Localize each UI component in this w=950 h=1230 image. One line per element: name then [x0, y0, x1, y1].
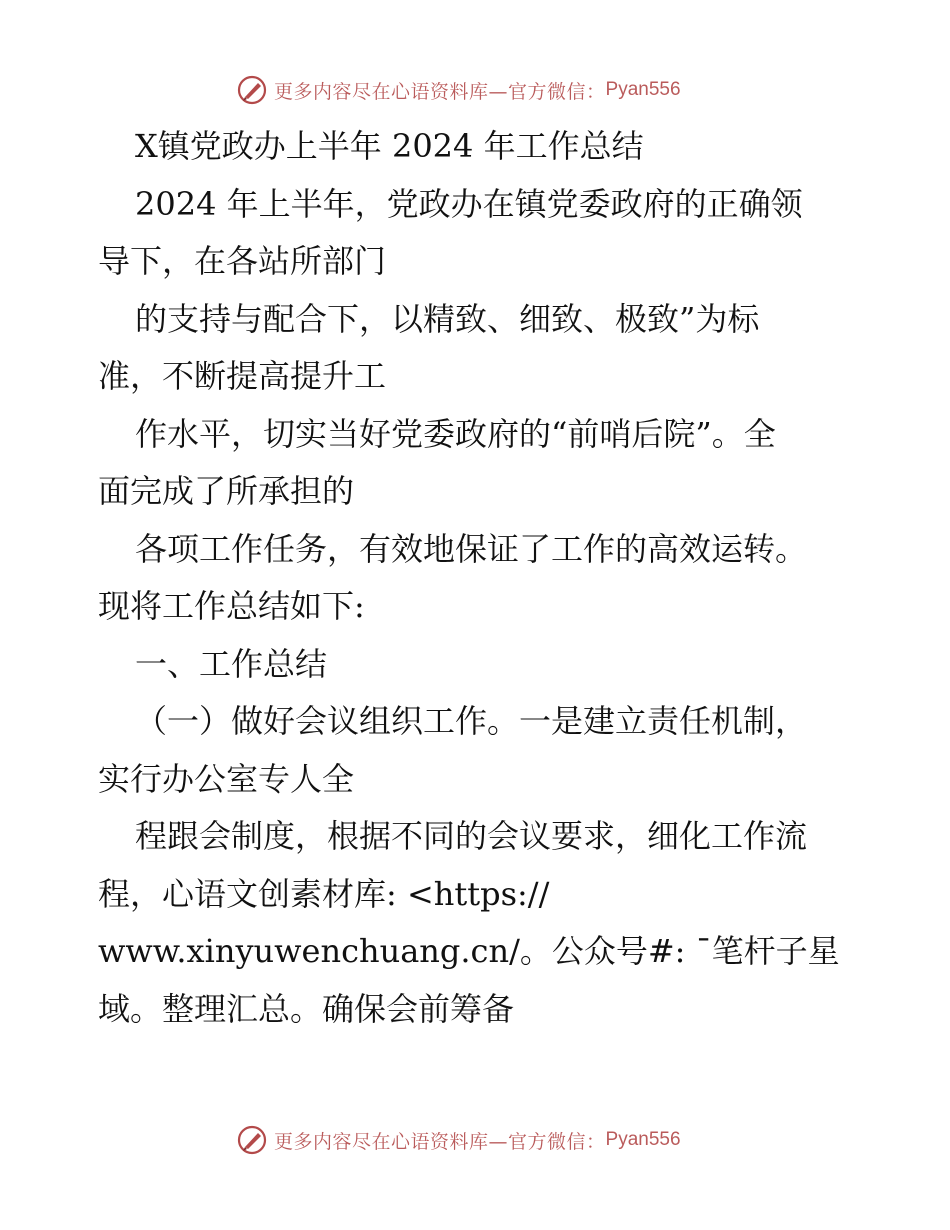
text-line: 域。整理汇总。确保会前筹备: [98, 989, 515, 1028]
text-line: 面完成了所承担的: [98, 472, 355, 510]
banner-handle: Pyan556: [605, 79, 681, 100]
text-line: 作水平，切实当好党委政府的“前哨后院”。全: [135, 414, 776, 453]
pen-logo-icon: [236, 74, 268, 106]
text-line: 程，心语文创素材库: <https://: [98, 874, 550, 913]
text-line: 程跟会制度，根据不同的会议要求，细化工作流: [135, 817, 808, 855]
banner-handle: Pyan556: [605, 1129, 681, 1150]
footer-watermark-banner: [236, 1122, 681, 1158]
banner-text: 更多内容尽在心语资料库—官方微信：: [274, 80, 606, 103]
pen-logo-icon: [236, 1124, 268, 1156]
text-line: 准，不断提高提升工: [98, 357, 387, 395]
text-line: 的支持与配合下，以精致、细致、极致”为标: [135, 299, 760, 338]
header-watermark-banner: [236, 72, 681, 108]
text-line: 2024 年上半年，党政办在镇党委政府的正确领: [135, 184, 803, 223]
text-line: 实行办公室专人全: [98, 759, 355, 798]
document-body: [98, 118, 878, 1038]
document-title: X镇党政办上半年 2024 年工作总结: [135, 127, 644, 165]
text-line: 现将工作总结如下:: [98, 587, 365, 625]
text-line: 一、工作总结: [135, 644, 328, 683]
text-line: 各项工作任务，有效地保证了工作的高效运转。: [135, 529, 808, 568]
text-line: 导下，在各站所部门: [98, 242, 387, 280]
banner-text: 更多内容尽在心语资料库—官方微信：: [274, 1130, 606, 1153]
text-line: www.xinyuwenchuang.cn/。公众号#: ¯笔杆子星: [98, 932, 840, 970]
text-line: （一）做好会议组织工作。一是建立责任机制，: [135, 702, 808, 740]
